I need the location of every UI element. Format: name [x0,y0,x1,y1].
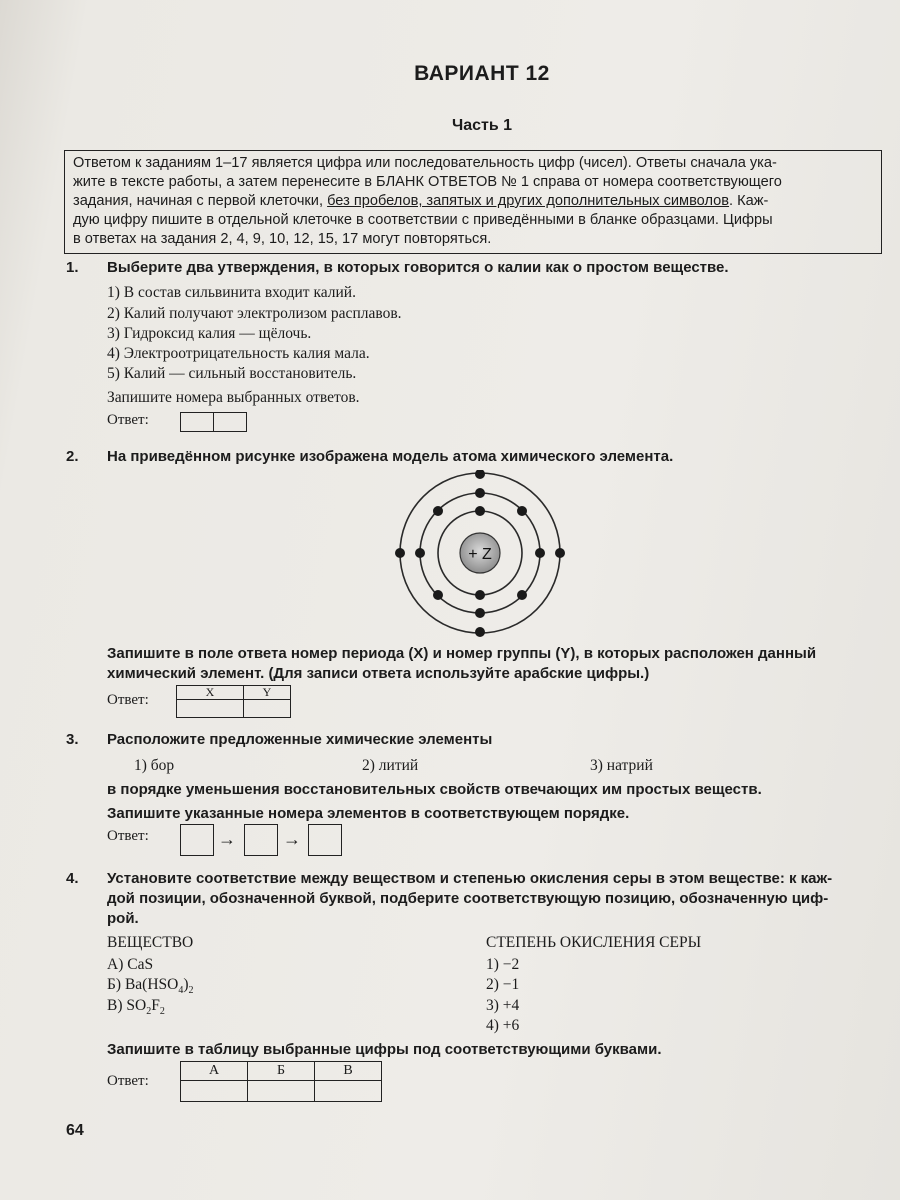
question-1-text: Выберите два утверждения, в которых говорится о калии как о простом веществе. [107,259,729,276]
q1-option-3: 3) Гидроксид калия — щёлочь. [107,325,312,342]
q4-answer-label: Ответ: [107,1073,149,1089]
arrow-icon: → [218,829,236,849]
q4-substance-b: Б) $Ba(HSO_4)_2$ [107,976,194,997]
q3-answer-cell-1[interactable] [180,824,214,856]
q1-option-1: 1) В состав сильвинита входит калий. [107,284,356,301]
q4-state-2: 2) −1 [486,976,520,993]
question-3-number: 3. [66,731,79,748]
q1-answer-cell-1[interactable] [180,412,214,432]
question-4-text-2: дой позиции, обозначенной буквой, подберите соответствующую позицию, обозначенную циф- [107,890,829,907]
electron [535,548,545,558]
page-number: 64 [66,1122,84,1139]
q4-answer-a[interactable] [180,1080,248,1102]
q1-answer-cell-2[interactable] [213,412,247,432]
q4-answer-b[interactable] [247,1080,315,1102]
electron [395,548,405,558]
electron [475,608,485,618]
question-2-text: На приведённом рисунке изображена модель атома химического элемента. [107,448,674,465]
question-3-text: Расположите предложенные химические элементы [107,731,493,748]
nucleus-label: + Z [468,546,492,563]
q2-header-y: Y [243,685,291,700]
q4-prompt: Запишите в таблицу выбранные цифры под соответствующими буквами. [107,1041,662,1058]
q4-state-3: 3) +4 [486,997,520,1014]
q3-text-2: в порядке уменьшения восстановительных свойств отвечающих им простых веществ. [107,781,762,798]
question-4-text-1: Установите соответствие между веществом и степенью окисления серы в этом веществе: к каж- [107,870,833,887]
electron [475,590,485,600]
electron [517,590,527,600]
instructions-box: Ответом к заданиям 1–17 является цифра или последовательность цифр (чисел). Ответы сначала ука- жите в тексте работы, а затем перенесите в БЛАНК ОТВЕТОВ № 1 справа от номера соответствующего задания, начиная с первой клеточки, без пробелов, запятых и других дополнительных символов. Каж- дую цифру пишите в отдельной клеточке в соответствии с приведёнными в бланке образцами. Цифры в ответах на задания 2, 4, 9, 10, 12, 15, 17 могут повторяться. [64,150,882,254]
q4-substance-c: В) $SO_2F_2$ [107,997,165,1018]
q3-element-2: 2) литий [362,757,419,774]
q4-header-c: В [314,1061,382,1081]
q2-prompt-line-2: химический элемент. (Для записи ответа используйте арабские цифры.) [107,665,650,682]
q1-answer-label: Ответ: [107,412,149,428]
q4-substance-a: А) CaS [107,956,154,973]
q1-option-4: 4) Электроотрицательность калия мала. [107,345,370,362]
q1-option-2: 2) Калий получают электролизом расплавов. [107,305,402,322]
question-4-text-3: рой. [107,910,139,927]
q3-element-3: 3) натрий [590,757,653,774]
arrow-icon: → [283,829,301,849]
q3-answer-cell-2[interactable] [244,824,278,856]
q3-prompt: Запишите указанные номера элементов в соответствующем порядке. [107,805,630,822]
q3-element-1: 1) бор [134,757,175,774]
q2-header-x: X [176,685,244,700]
q2-answer-y[interactable] [243,699,291,718]
q4-column-substance: ВЕЩЕСТВО [107,934,194,951]
electron [517,506,527,516]
q2-answer-label: Ответ: [107,692,149,708]
electron [415,548,425,558]
electron [475,488,485,498]
variant-title: ВАРИАНТ 12 [414,62,550,85]
q4-column-oxidation-state: СТЕПЕНЬ ОКИСЛЕНИЯ СЕРЫ [486,934,702,951]
q4-header-b: Б [247,1061,315,1081]
question-4-number: 4. [66,870,79,887]
electron [555,548,565,558]
q1-prompt: Запишите номера выбранных ответов. [107,389,360,406]
q4-state-1: 1) −2 [486,956,520,973]
q3-answer-label: Ответ: [107,828,149,844]
q3-answer-cell-3[interactable] [308,824,342,856]
electron [433,506,443,516]
q2-answer-x[interactable] [176,699,244,718]
electron [475,470,485,479]
electron [475,627,485,637]
q4-state-4: 4) +6 [486,1017,520,1034]
question-1-number: 1. [66,259,79,276]
electron [475,506,485,516]
q4-header-a: А [180,1061,248,1081]
atom-model-diagram [380,470,580,640]
electron [433,590,443,600]
question-2-number: 2. [66,448,79,465]
q4-answer-c[interactable] [314,1080,382,1102]
part-title: Часть 1 [451,117,513,134]
q1-option-5: 5) Калий — сильный восстановитель. [107,365,357,382]
q2-prompt-line-1: Запишите в поле ответа номер периода (X) и номер группы (Y), в которых расположен данный [107,645,817,662]
